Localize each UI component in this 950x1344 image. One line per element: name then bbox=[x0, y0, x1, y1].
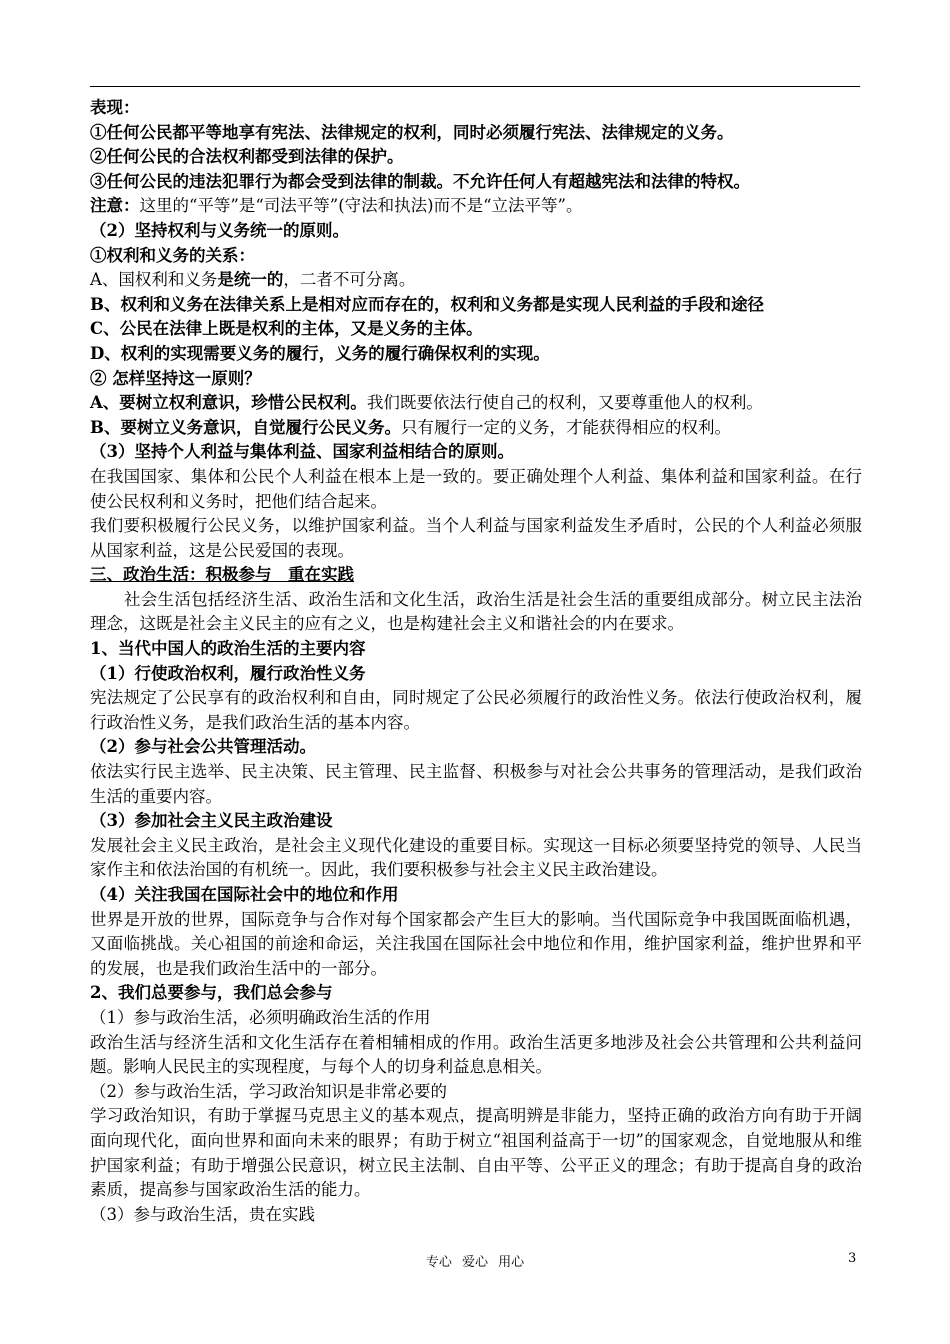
text-line: 我们要积极履行公民义务，以维护国家利益。当个人利益与国家利益发生矛盾时，公民的个人利益必须服从国家利益，这是公民爱国的表现。 bbox=[90, 516, 862, 560]
text-line: （3）参加社会主义民主政治建设 bbox=[90, 811, 333, 831]
footer-motto: 专心 爱心 用心 bbox=[425, 1255, 525, 1270]
text-line: 世界是开放的世界，国际竞争与合作对每个国家都会产生巨大的影响。当代国际竞争中我国既面临机遇，又面临挑战。关心祖国的前途和命运，关注我国在国际社会中地位和作用，维护国家利益，维护世界和平的发展，也是我们政治生活中的一部分。 bbox=[90, 909, 862, 978]
text-line: （1）参与政治生活，必须明确政治生活的作用 bbox=[90, 1007, 431, 1027]
text-line: （2）参与政治生活，学习政治知识是非常必要的 bbox=[90, 1081, 447, 1101]
text-line: D、权利的实现需要义务的履行，义务的履行确保权利的实现。 bbox=[90, 343, 550, 363]
text-line: ③任何公民的违法犯罪行为都会受到法律的制裁。不允许任何人有超越宪法和法律的特权。 bbox=[90, 171, 750, 191]
page-body bbox=[90, 96, 862, 1227]
text-line: 三、政治生活：积极参与 重在实践 bbox=[90, 565, 354, 585]
text-run: 只有履行一定的义务，才能获得相应的权利。 bbox=[400, 417, 731, 437]
text-line: 2、我们总要参与，我们总会参与 bbox=[90, 983, 333, 1003]
text-line: 学习政治知识，有助于掌握马克思主义的基本观点，提高明辨是非能力，坚持正确的政治方向有助于开阔面向现代化，面向世界和面向未来的眼界；有助于树立“祖国利益高于一切”的国家观念，自觉地服从和维护国家利益；有助于增强公民意识，树立民主法制、自由平等、公平正义的理念；有助于提高自身的政治素质，提高参与国家政治生活的能力。 bbox=[90, 1106, 862, 1200]
text-line: 社会生活包括经济生活、政治生活和文化生活，政治生活是社会生活的重要组成部分。树立民主法治理念，这既是社会主义民主的应有之义，也是构建社会主义和谐社会的内在要求。 bbox=[90, 589, 862, 634]
text-run: B、要树立义务意识，自觉履行公民义务。 bbox=[90, 417, 401, 437]
text-line: 政治生活与经济生活和文化生活存在着相辅相成的作用。政治生活更多地涉及社会公共管理和公共利益问题。影响人民民主的实现程度，与每个人的切身利益息息相关。 bbox=[90, 1032, 862, 1077]
text-line: 宪法规定了公民享有的政治权利和自由，同时规定了公民必须履行的政治性义务。依法行使政治权利，履行政治性义务，是我们政治生活的基本内容。 bbox=[90, 688, 862, 732]
text-run: ，二者不可分离。 bbox=[283, 270, 416, 290]
text-line bbox=[90, 416, 862, 441]
text-line: （3）坚持个人利益与集体利益、国家利益相结合的原则。 bbox=[90, 442, 514, 462]
text-line: 1、当代中国人的政治生活的主要内容 bbox=[90, 639, 366, 659]
text-line: 依法实行民主选举、民主决策、民主管理、民主监督、积极参与对社会公共事务的管理活动，是我们政治生活的重要内容。 bbox=[90, 762, 862, 806]
header-rule bbox=[90, 86, 860, 87]
text-line bbox=[90, 268, 862, 293]
text-line: C、公民在法律上既是权利的主体，又是义务的主体。 bbox=[90, 319, 483, 339]
text-run: 注意： bbox=[90, 196, 140, 216]
text-line: ①权利和义务的关系： bbox=[90, 245, 255, 265]
text-line: B、权利和义务在法律关系上是相对应而存在的，权利和义务都是实现人民利益的手段和途径 bbox=[90, 294, 764, 314]
text-run: 这里的“平等”是“司法平等”(守法和执法)而不是“立法平等”。 bbox=[139, 196, 583, 216]
text-run: A、要树立权利意识，珍惜公民权利。 bbox=[90, 393, 367, 413]
text-line bbox=[90, 391, 862, 416]
text-line: 发展社会主义民主政治，是社会主义现代化建设的重要目标。实现这一目标必须要坚持党的领导、人民当家作主和依法治国的有机统一。因此，我们要积极参与社会主义民主政治建设。 bbox=[90, 835, 862, 880]
text-line: ①任何公民都平等地享有宪法、法律规定的权利，同时必须履行宪法、法律规定的义务。 bbox=[90, 122, 734, 142]
text-line: （2）坚持权利与义务统一的原则。 bbox=[90, 220, 349, 240]
text-line: （4）关注我国在国际社会中的地位和作用 bbox=[90, 885, 399, 904]
text-line: （2）参与社会公共管理活动。 bbox=[90, 737, 316, 757]
text-run: A、国权利和义务 bbox=[90, 270, 218, 290]
text-line bbox=[90, 194, 862, 219]
text-line: ②任何公民的合法权利都受到法律的保护。 bbox=[90, 147, 404, 167]
text-line: （3）参与政治生活，贵在实践 bbox=[90, 1204, 315, 1224]
text-line: 在我国国家、集体和公民个人利益在根本上是一致的。要正确处理个人利益、集体利益和国家利益。在行使公民权利和义务时，把他们结合起来。 bbox=[90, 466, 862, 511]
page-number: 3 bbox=[848, 1251, 857, 1266]
text-line: （1）行使政治权利，履行政治性义务 bbox=[90, 663, 366, 683]
text-line: ② 怎样坚持这一原则？ bbox=[90, 368, 261, 388]
text-run: 是统一的 bbox=[217, 270, 284, 290]
text-run: 我们既要依法行使自己的权利，又要尊重他人的权利。 bbox=[366, 393, 763, 413]
text-line: 表现： bbox=[90, 98, 140, 117]
